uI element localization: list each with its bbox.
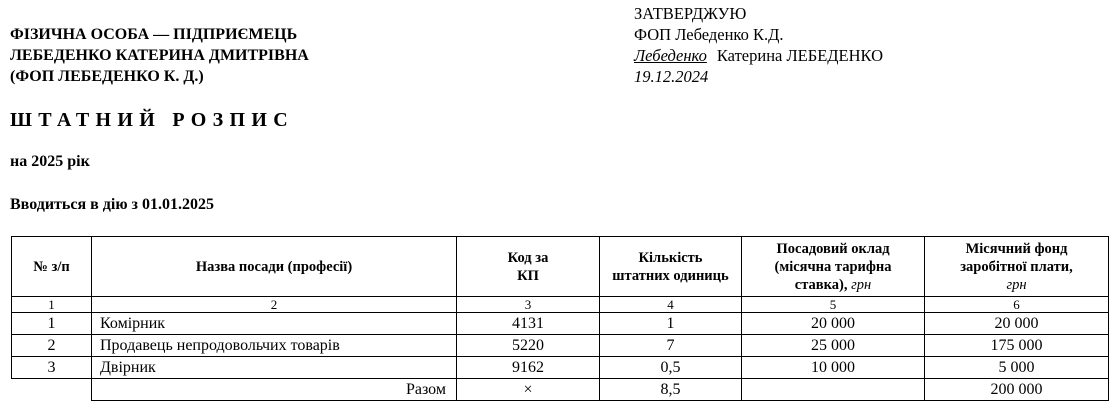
column-number: 1 (12, 297, 92, 313)
total-label: Разом (92, 379, 457, 401)
row-salary: 20 000 (742, 313, 925, 335)
row-code: 9162 (457, 357, 600, 379)
document-period: на 2025 рік (10, 153, 90, 170)
row-salary: 10 000 (742, 357, 925, 379)
total-empty-cell (12, 379, 92, 401)
row-count: 1 (600, 313, 742, 335)
header-count-line-1: Кількість (638, 249, 703, 266)
header-count (600, 237, 742, 297)
total-code: × (457, 379, 600, 401)
organization-block (10, 24, 309, 87)
staff-table (11, 236, 1109, 401)
total-fund: 200 000 (925, 379, 1109, 401)
organization-line-1: ФІЗИЧНА ОСОБА — ПІДПРИЄМЕЦЬ (10, 26, 298, 43)
header-salary (742, 237, 925, 297)
table-header-row (12, 237, 1109, 297)
column-number: 3 (457, 297, 600, 313)
header-fund-line-1: Місячний фонд (965, 240, 1068, 257)
row-count: 7 (600, 335, 742, 357)
row-num: 3 (12, 357, 92, 379)
row-position: Комірник (92, 313, 457, 335)
column-number: 5 (742, 297, 925, 313)
organization-line-3: (ФОП ЛЕБЕДЕНКО К. Д.) (10, 68, 204, 85)
header-salary-unit: грн (851, 276, 872, 293)
header-fund-unit: грн (1006, 276, 1027, 293)
row-position: Продавець непродовольчих товарів (92, 335, 457, 357)
header-position: Назва посади (професії) (92, 237, 457, 297)
row-fund: 5 000 (925, 357, 1109, 379)
row-position: Двірник (92, 357, 457, 379)
row-code: 4131 (457, 313, 600, 335)
document-title: ШТАТНИЙ РОЗПИС (10, 109, 294, 131)
signer-name: Катерина ЛЕБЕДЕНКО (716, 46, 884, 65)
row-num: 1 (12, 313, 92, 335)
row-fund: 20 000 (925, 313, 1109, 335)
header-code-line-2: КП (517, 267, 539, 284)
approval-block (634, 3, 883, 87)
row-code: 5220 (457, 335, 600, 357)
header-salary-line-2: (місячна тарифна (774, 258, 892, 275)
column-number-row (12, 297, 1109, 313)
header-salary-line-3-text: ставка), (794, 276, 848, 293)
header-code (457, 237, 600, 297)
document-effective-date: Вводиться в дію з 01.01.2025 (10, 196, 214, 213)
table-row (12, 357, 1109, 379)
header-salary-line-1: Посадовий оклад (776, 240, 890, 257)
row-num: 2 (12, 335, 92, 357)
column-number: 6 (925, 297, 1109, 313)
row-fund: 175 000 (925, 335, 1109, 357)
column-number: 4 (600, 297, 742, 313)
approval-position: ФОП Лебеденко К.Д. (634, 25, 784, 44)
table-row (12, 313, 1109, 335)
header-num: № з/п (12, 237, 92, 297)
signature: Лебеденко (634, 46, 707, 65)
table-row (12, 335, 1109, 357)
approval-signature-line (634, 45, 883, 66)
header-fund-line-2: заробітної плати, (960, 258, 1073, 275)
total-count: 8,5 (600, 379, 742, 401)
organization-line-2: ЛЕБЕДЕНКО КАТЕРИНА ДМИТРІВНА (10, 47, 309, 64)
approval-heading: ЗАТВЕРДЖУЮ (634, 4, 747, 23)
column-number: 2 (92, 297, 457, 313)
header-count-line-2: штатних одиниць (612, 267, 729, 284)
approval-date: 19.12.2024 (634, 67, 709, 86)
row-salary: 25 000 (742, 335, 925, 357)
row-count: 0,5 (600, 357, 742, 379)
header-salary-line-3 (744, 276, 922, 294)
header-code-line-1: Код за (507, 249, 549, 266)
header-fund (925, 237, 1109, 297)
total-row (12, 379, 1109, 401)
total-salary (742, 379, 925, 401)
